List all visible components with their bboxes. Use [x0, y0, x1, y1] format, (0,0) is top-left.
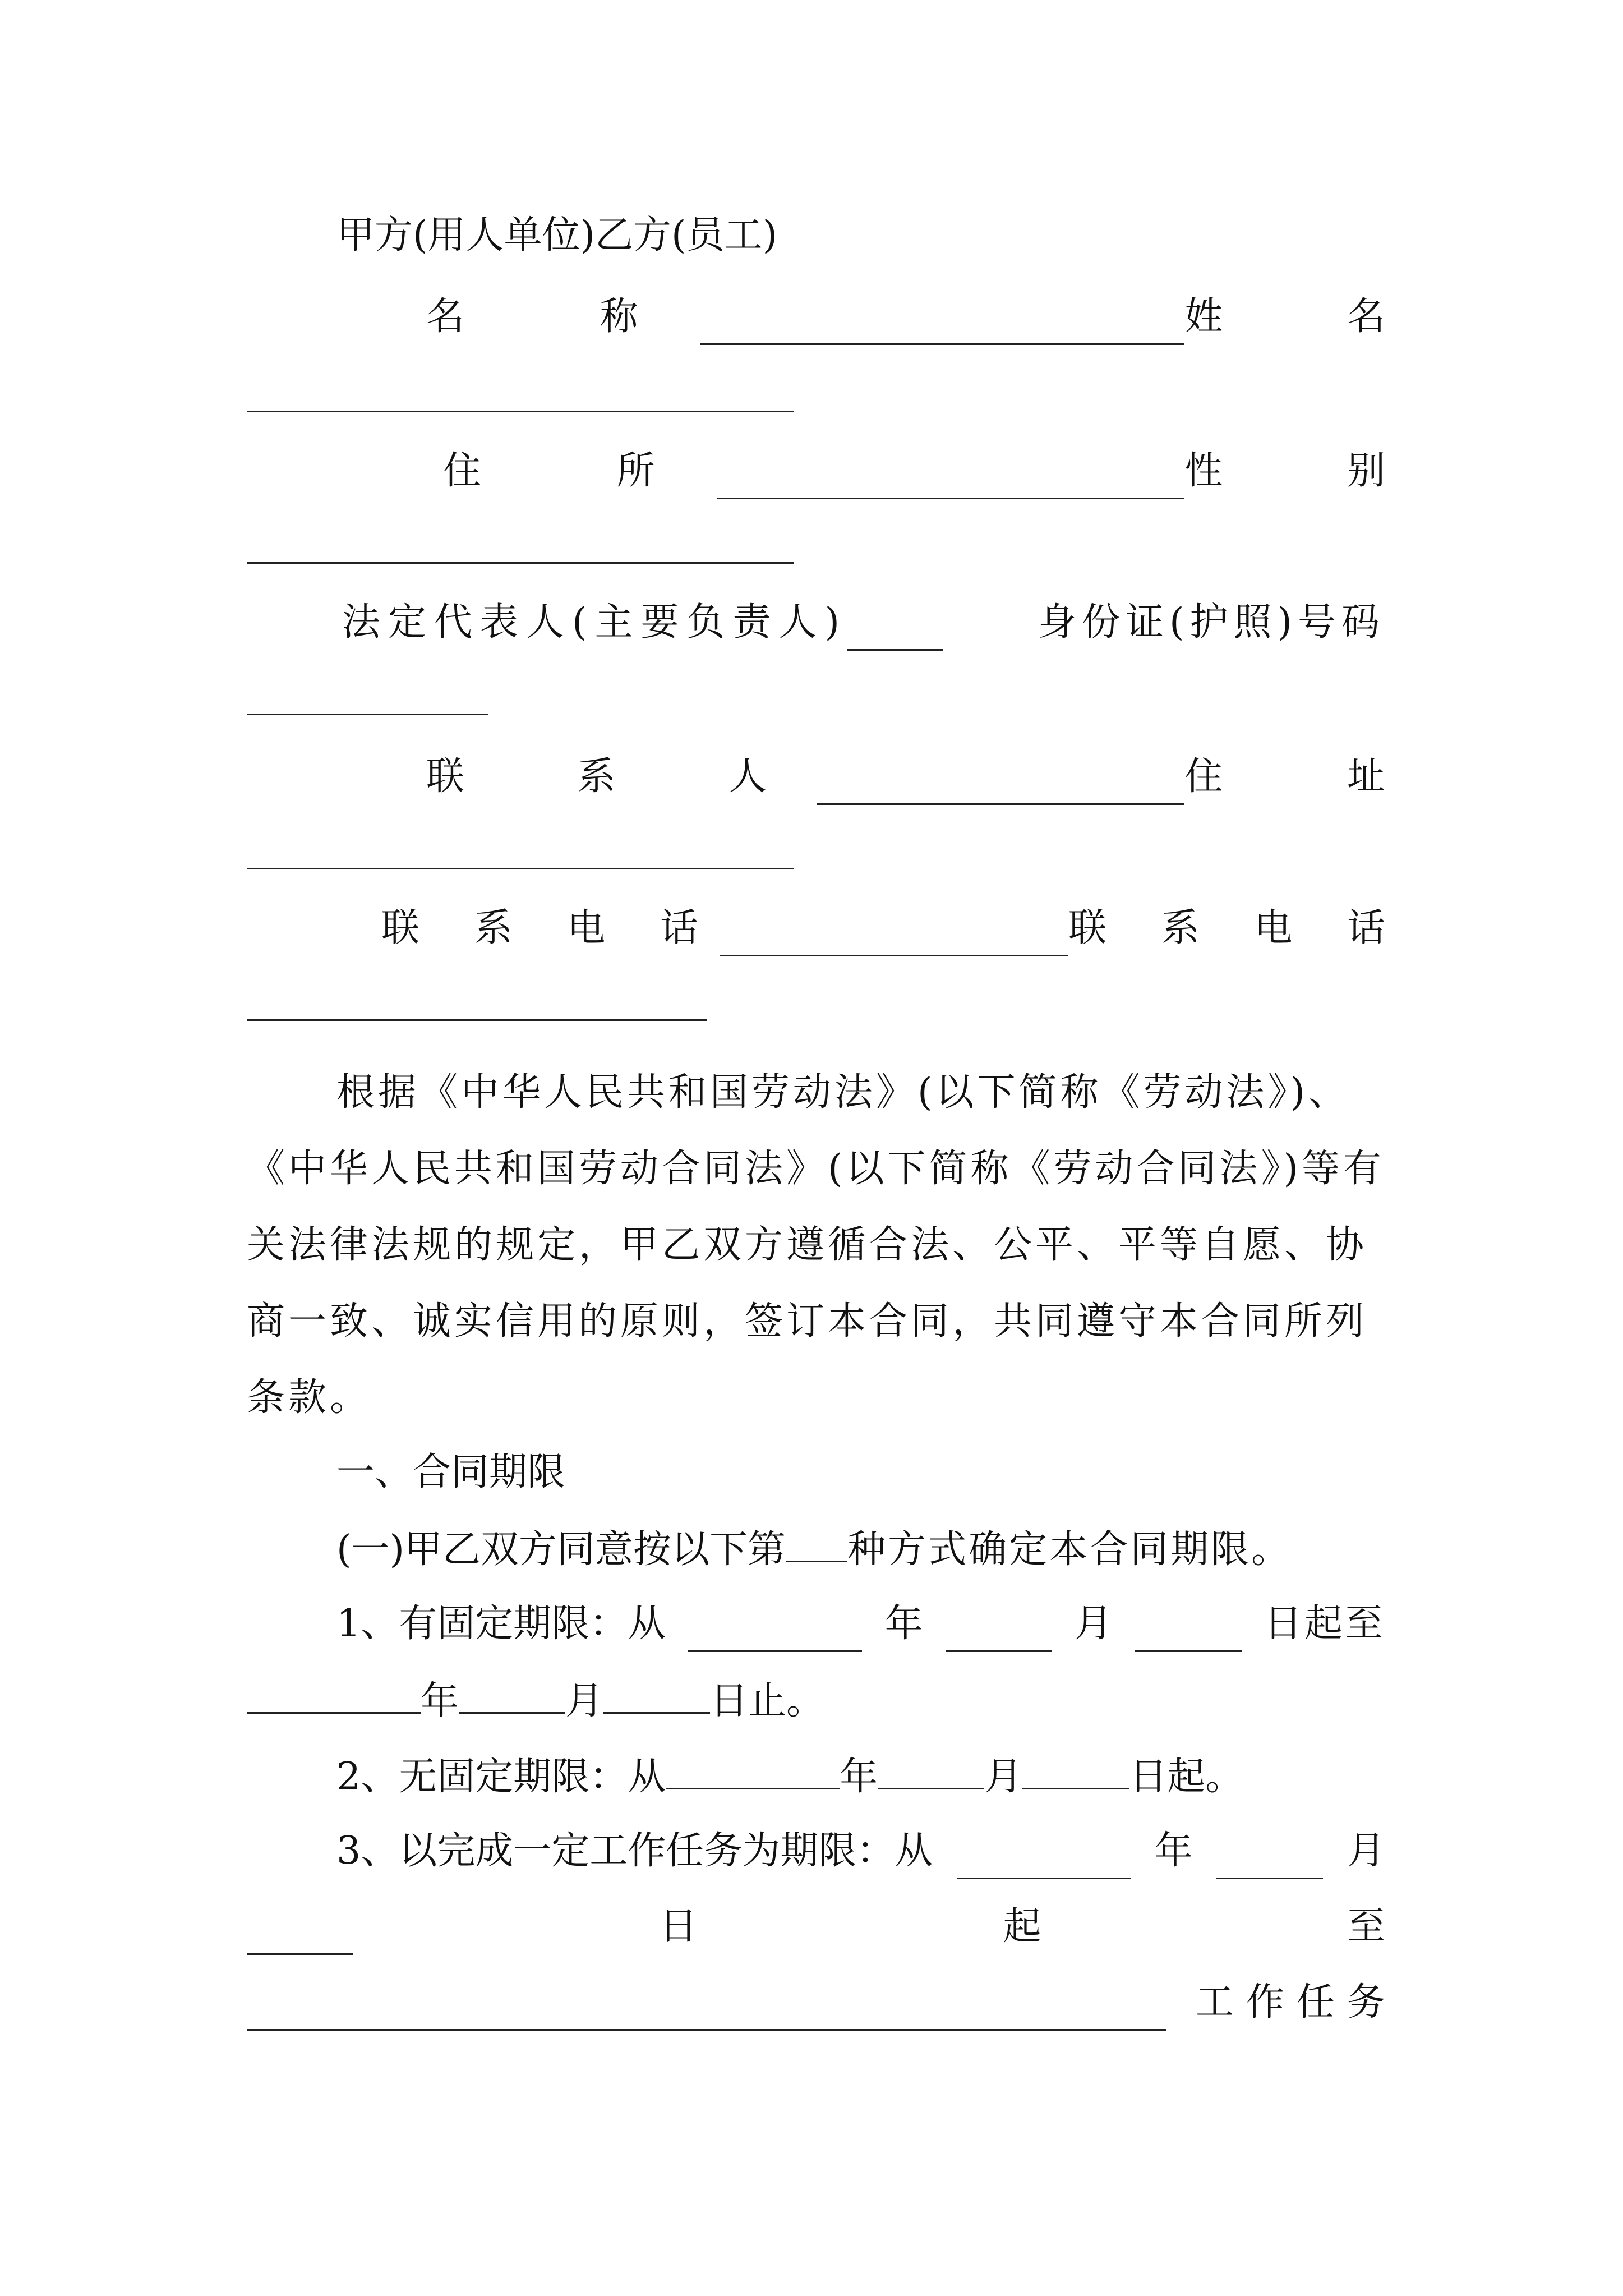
- employee-name-row: [247, 370, 1385, 428]
- address-label: 住 所: [443, 449, 717, 493]
- gender-row: [247, 522, 1385, 579]
- option-1-end-year-field[interactable]: [247, 1672, 421, 1714]
- contact-row: [426, 749, 1441, 805]
- option-2-month-field[interactable]: [878, 1747, 984, 1789]
- phone-field-b[interactable]: [247, 979, 707, 1021]
- option-1-end-month-field[interactable]: [459, 1672, 565, 1714]
- intro-paragraph: 根据《中华人民共和国劳动法》(以下简称《劳动法》)、《中华人民共和国劳动合同法》(以下简称《劳动合同法》)等有关法律法规的规定，甲乙双方遵循合法、公平、平等自愿、协商一致、诚实信用的原则，签订本合同，共同遵守本合同所列条款。: [247, 1070, 1385, 1420]
- phone-label-b: 联 系 电 话: [1068, 906, 1407, 950]
- option-2-label: 2、无固定期限：从: [336, 1755, 666, 1799]
- phone-row-b: [247, 979, 1385, 1037]
- option-1-end-row: [247, 1672, 1385, 1729]
- employee-name-field[interactable]: [247, 370, 794, 412]
- clause-one-suffix: 种方式确定本合同期限。: [847, 1527, 1292, 1572]
- residence-field[interactable]: [247, 827, 794, 869]
- residence-label: 住 址: [1184, 754, 1441, 799]
- clause-one: [336, 1520, 1385, 1578]
- option-1-end-month: 月: [565, 1679, 604, 1723]
- contact-field[interactable]: [817, 763, 1184, 805]
- name-label: 名 称: [426, 295, 700, 339]
- legal-rep-row: [342, 595, 1385, 651]
- option-3-task: 工作任务: [1195, 1980, 1398, 2024]
- option-1-day-from: 日起至: [1264, 1602, 1385, 1646]
- option-1-year: 年: [884, 1602, 923, 1646]
- name-row: [426, 289, 1441, 345]
- contact-label: 联 系 人: [426, 754, 818, 799]
- option-2-row: [336, 1747, 1475, 1805]
- option-1-month-field[interactable]: [946, 1610, 1052, 1652]
- option-3-qi: 起: [1003, 1904, 1041, 1949]
- id-row: [247, 673, 1385, 731]
- address-field[interactable]: [717, 457, 1185, 499]
- option-1-label: 1、有固定期限：从: [336, 1602, 666, 1646]
- gender-field[interactable]: [247, 522, 794, 564]
- gender-label: 性 别: [1184, 449, 1441, 493]
- address-row: [443, 443, 1441, 499]
- option-1-month: 月: [1074, 1602, 1113, 1646]
- option-3-month-field[interactable]: [1216, 1837, 1323, 1879]
- option-3-month: 月: [1347, 1829, 1385, 1873]
- option-3-task-row: [247, 1975, 1398, 2031]
- option-3-row: [336, 1823, 1385, 1879]
- legal-rep-label: 法定代表人(主要负责人): [342, 600, 848, 645]
- name-field[interactable]: [700, 303, 1185, 345]
- phone-field-a[interactable]: [720, 914, 1068, 956]
- option-2-month: 月: [984, 1755, 1023, 1799]
- employee-name-label: 姓 名: [1184, 295, 1441, 339]
- option-2-day-from: 日起。: [1129, 1755, 1244, 1799]
- section-one-title: [336, 1444, 1475, 1501]
- phone-label-a: 联 系 电 话: [381, 906, 720, 950]
- id-label: 身份证(护照)号码: [1038, 600, 1385, 645]
- option-2-year: 年: [840, 1755, 878, 1799]
- legal-rep-group: [342, 595, 943, 651]
- section-one-title-text: 一、合同期限: [336, 1450, 566, 1494]
- option-3-year-field[interactable]: [957, 1837, 1131, 1879]
- parties-header: [336, 208, 1346, 264]
- option-1-day-to: 日止。: [710, 1679, 825, 1723]
- option-3-label: 3、以完成一定工作任务为期限：从: [336, 1829, 933, 1873]
- option-1-end-year: 年: [421, 1679, 459, 1723]
- parties-header-text: 甲方(用人单位)乙方(员工): [336, 213, 778, 257]
- option-2-day-field[interactable]: [1022, 1747, 1129, 1789]
- legal-rep-field[interactable]: [847, 609, 943, 651]
- phone-row: [381, 900, 1407, 956]
- option-3-task-field[interactable]: [247, 1989, 1166, 2031]
- option-3-year: 年: [1154, 1829, 1193, 1873]
- residence-row: [247, 827, 1385, 885]
- option-1-day-field[interactable]: [1135, 1610, 1242, 1652]
- clause-one-prefix: (一)甲乙双方同意按以下第: [336, 1527, 786, 1572]
- id-field[interactable]: [247, 673, 488, 715]
- option-1-row: [336, 1596, 1385, 1652]
- option-3-day-row: [247, 1899, 1385, 1955]
- option-3-zhi: 至: [1347, 1904, 1385, 1949]
- option-2-year-field[interactable]: [666, 1747, 840, 1789]
- option-1-end-day-field[interactable]: [603, 1672, 710, 1714]
- option-3-day-field[interactable]: [247, 1913, 353, 1955]
- clause-one-blank[interactable]: [786, 1520, 847, 1562]
- option-3-day: 日: [659, 1904, 698, 1949]
- option-1-year-field[interactable]: [688, 1610, 862, 1652]
